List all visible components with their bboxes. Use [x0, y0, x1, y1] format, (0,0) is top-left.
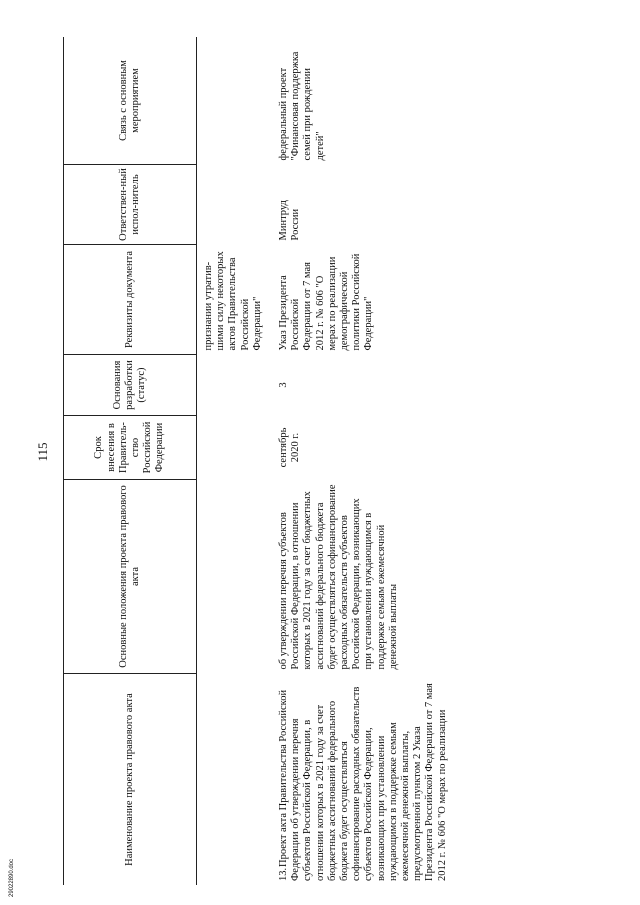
- cell-link: федеральный проект "Финансовая поддержка семей при рождении детей": [278, 51, 326, 161]
- cell-empty: [197, 165, 277, 245]
- header-deadline: Срок внесения в Правитель-ство Российской Федерации: [64, 416, 197, 480]
- act-name-text: Проект акта Правительства Российской Федерации об утверждении перечня субъектов Российской Федерации, в отношении которых в 2021 году за счет бюджетных ассигнований федерального бюджета будет осуществляться софинансирование расходных обязательств субъектов Российской Федерации, возникающих при установлении нуждающимся в поддержке семьям ежемесячной денежной выплаты, предусмотренной пунктом 2 Указа Президента Российской Федерации от 7 мая 2012 г. № 606 "О мерах по реализации: [278, 683, 448, 881]
- cell-empty: [197, 355, 277, 416]
- table-header-row: [64, 37, 197, 885]
- cell-empty: [197, 480, 277, 674]
- cell-requisites: Указ Президента Российской Федерации от 7 мая 2012 г. № 606 "О мерах по реализации демографической политики Российской Федерации": [278, 253, 375, 351]
- document-code: 29022890.doc: [9, 858, 15, 898]
- header-link: Связь с основным мероприятием: [64, 37, 197, 165]
- rotated-table: [63, 37, 612, 885]
- cell-executor: Минтруд России: [278, 200, 302, 241]
- header-executor: Ответствен-ный испол-нитель: [64, 165, 197, 245]
- header-provisions: Основные положения проекта правового акта: [64, 480, 197, 674]
- table-row-continuation: [197, 37, 277, 885]
- header-requisites: Реквизиты документа: [64, 245, 197, 355]
- table-row: [276, 37, 452, 885]
- cell-deadline: сентябрь 2020 г.: [278, 427, 302, 468]
- legal-acts-table: [63, 37, 452, 885]
- cell-requisites-continued: признании утратив-шими силу некоторых актов Правительства Российской Федерации": [203, 251, 263, 351]
- cell-empty: [197, 416, 277, 480]
- cell-status: 3: [278, 382, 290, 388]
- page-number: 115: [35, 442, 50, 462]
- cell-act-name: [276, 674, 452, 886]
- header-act-name: Наименование проекта правового акта: [64, 674, 197, 886]
- cell-empty: [197, 674, 277, 886]
- cell-provisions: об утверждении перечня субъектов Российской Федерации, в отношении которых в 2021 году за счет бюджетных ассигнований федерального бюджета будет осуществляться софинансирование расходных обязательств субъектов Российской Федерации, возникающих при установлении нуждающимся в поддержке семьям ежемесячной денежной выплаты: [278, 484, 399, 670]
- row-number: 13.: [278, 867, 290, 881]
- header-status: Основания разработки (статус): [64, 355, 197, 416]
- cell-empty: [197, 37, 277, 165]
